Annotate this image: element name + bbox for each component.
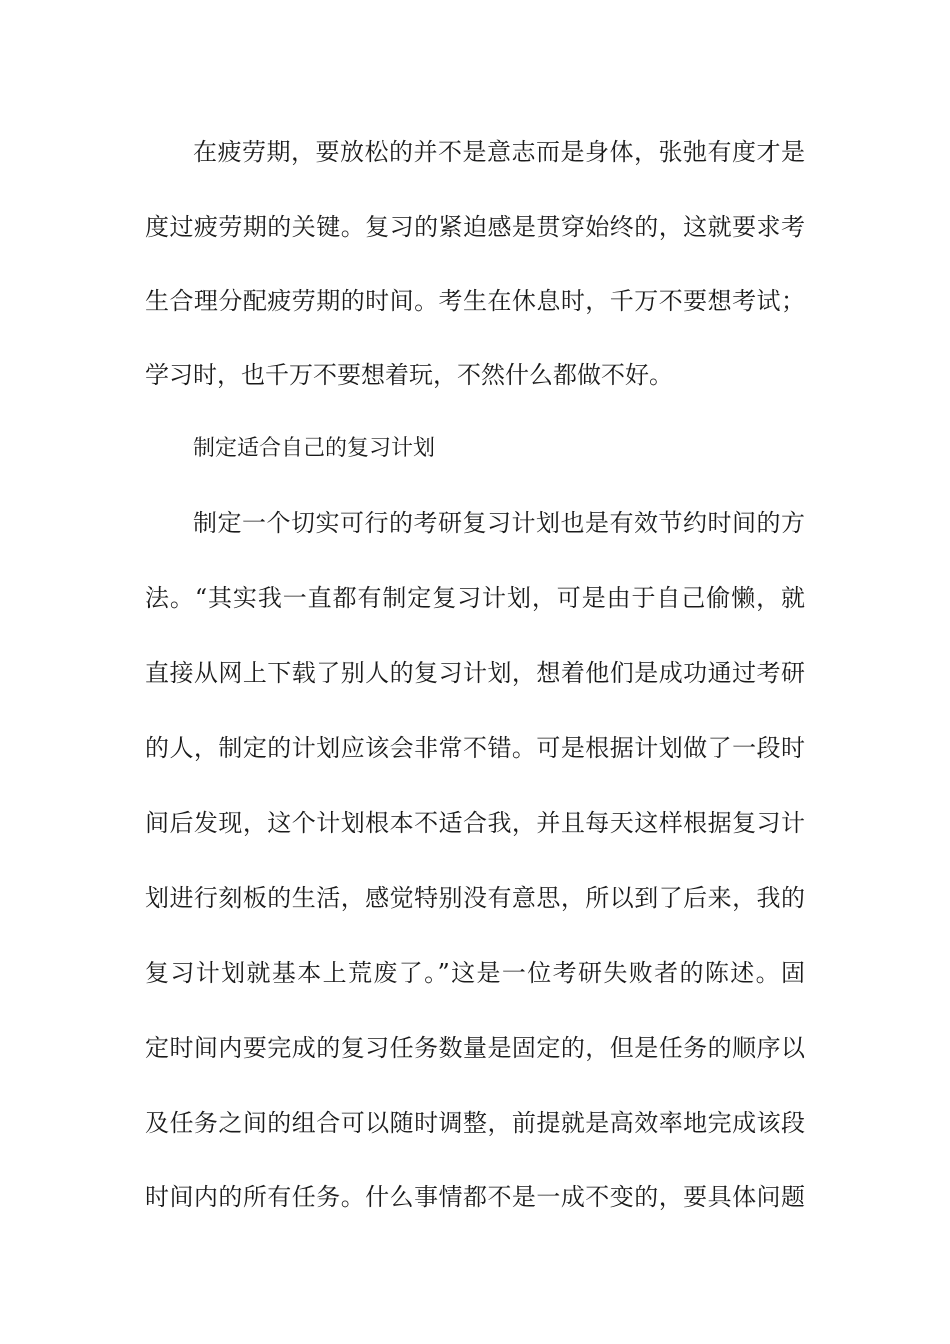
- paragraph-2-line-10: 时间内的所有任务。什么事情都不是一成不变的，要具体问题: [145, 1183, 805, 1211]
- paragraph-1-line-1: 在疲劳期，要放松的并不是意志而是身体，张弛有度才是: [193, 138, 805, 166]
- paragraph-1-line-2: 度过疲劳期的关键。复习的紧迫感是贯穿始终的，这就要求考: [145, 213, 805, 241]
- paragraph-2-line-4: 的人，制定的计划应该会非常不错。可是根据计划做了一段时: [145, 734, 805, 762]
- paragraph-1-line-3: 生合理分配疲劳期的时间。考生在休息时，千万不要想考试；: [145, 287, 805, 315]
- paragraph-2-line-8: 定时间内要完成的复习任务数量是固定的，但是任务的顺序以: [145, 1034, 805, 1062]
- paragraph-2-line-5: 间后发现，这个计划根本不适合我，并且每天这样根据复习计: [145, 809, 805, 837]
- paragraph-2-line-7: 复习计划就基本上荒废了。”这是一位考研失败者的陈述。固: [145, 959, 805, 987]
- paragraph-2-line-1: 制定一个切实可行的考研复习计划也是有效节约时间的方: [193, 509, 805, 537]
- paragraph-1-line-4: 学习时，也千万不要想着玩，不然什么都做不好。: [145, 361, 673, 389]
- paragraph-2-line-2: 法。“其实我一直都有制定复习计划，可是由于自己偷懒，就: [145, 584, 805, 612]
- paragraph-2-line-9: 及任务之间的组合可以随时调整，前提就是高效率地完成该段: [145, 1109, 805, 1137]
- section-heading: 制定适合自己的复习计划: [193, 436, 436, 461]
- paragraph-2-line-3: 直接从网上下载了别人的复习计划，想着他们是成功通过考研: [145, 659, 805, 687]
- paragraph-2-line-6: 划进行刻板的生活，感觉特别没有意思，所以到了后来，我的: [145, 884, 805, 912]
